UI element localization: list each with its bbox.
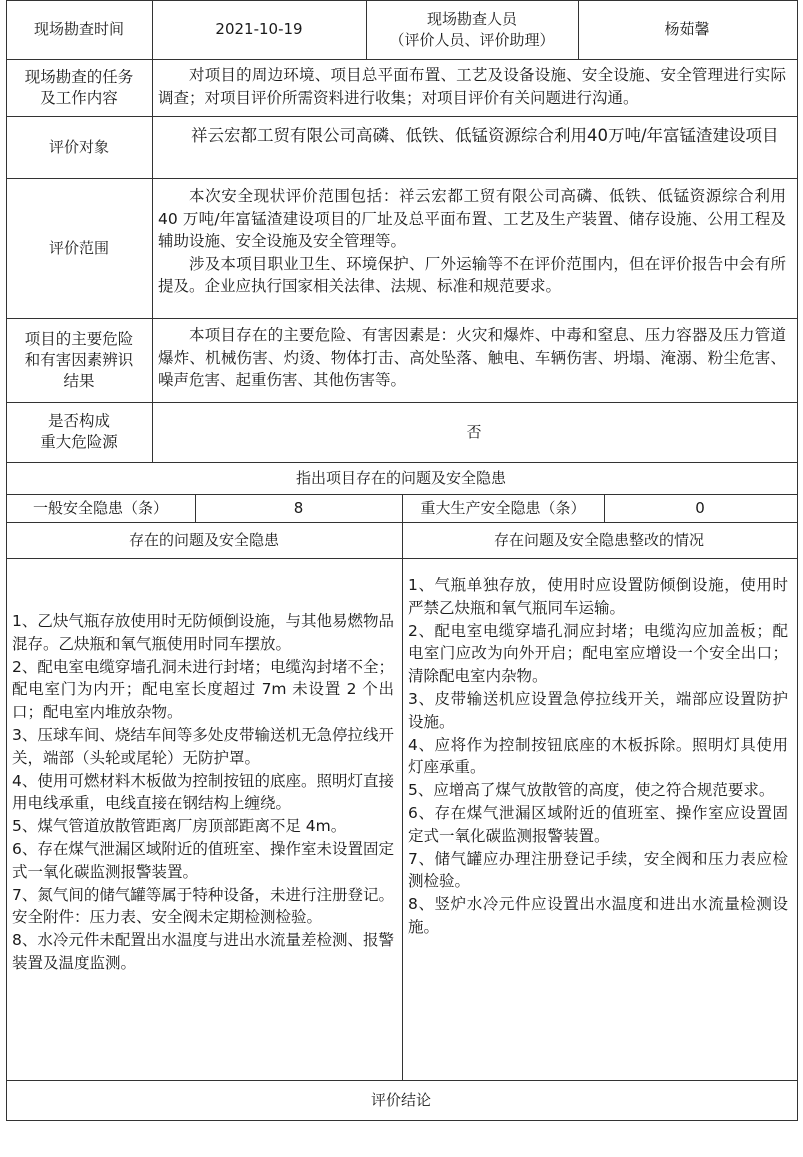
problem-item: 6、存在煤气泄漏区域附近的值班室、操作室未设置固定式一氧化碳监测报警装置。 <box>12 839 394 881</box>
evaluation-scope-label: 评价范围 <box>48 238 109 257</box>
hazards-content: 本项目存在的主要危险、有害因素是：火灾和爆炸、中毒和窒息、压力容器及压力管道爆炸、机械伤害、灼烫、物体打击、高处坠落、触电、车辆伤害、坍塌、淹溺、粉尘危害、噪声危害、起重伤害、其他伤害等。 <box>158 326 786 389</box>
hazards-label-line2: 和有害因素辨识 <box>24 350 134 369</box>
hazards-label <box>6 318 152 402</box>
survey-staff-label-line2: （评价人员、评价助理） <box>389 30 555 49</box>
problem-item: 5、煤气管道放散管距离厂房顶部距离不足 4m。 <box>12 817 347 836</box>
problems-column-header: 存在的问题及安全隐患 <box>128 530 279 549</box>
major-hazard-count-value: 0 <box>695 498 705 517</box>
problem-item: 4、使用可燃材料木板做为控制按钮的底座。照明灯直接用电线承重，电线直接在钢结构上缠绕。 <box>12 771 394 813</box>
evaluation-conclusion-label: 评价结论 <box>370 1090 431 1109</box>
rectification-item: 1、气瓶单独存放，使用时应设置防倾倒设施，使用时严禁乙炔瓶和氧气瓶同车运输。 <box>408 576 788 617</box>
scope-paragraph-2: 涉及本项目职业卫生、环境保护、厂外运输等不在评价范围内，但在评价报告中会有所提及。企业应执行国家相关法律、法规、标准和规范要求。 <box>158 254 786 295</box>
survey-staff-label-line1: 现场勘查人员 <box>426 9 517 28</box>
rectification-item: 6、存在煤气泄漏区域附近的值班室、操作室应设置固定式一氧化碳监测报警装置。 <box>408 803 788 845</box>
major-hazard-value: 否 <box>466 422 482 441</box>
major-hazard-count-label: 重大生产安全隐患（条） <box>420 498 586 517</box>
issues-title: 指出项目存在的问题及安全隐患 <box>295 468 506 487</box>
scope-paragraph-1: 本次安全现状评价范围包括：祥云宏都工贸有限公司高磷、低铁、低锰资源综合利用 40 万吨/年富锰渣建设项目的厂址及总平面布置、工艺及生产装置、储存设施、公用工程及辅助设施、安全设施及安全管理等。 <box>158 187 786 250</box>
rectification-item: 5、应增高了煤气放散管的高度，使之符合规范要求。 <box>408 781 775 800</box>
task-label-line1: 现场勘查的任务 <box>24 67 134 86</box>
rectification-list <box>408 574 788 939</box>
survey-time-value: 2021-10-19 <box>215 20 303 38</box>
major-hazard-label-line1: 是否构成 <box>47 412 110 430</box>
problems-list <box>12 610 394 975</box>
rectification-item: 4、应将作为控制按钮底座的木板拆除。照明灯具使用灯座承重。 <box>408 735 788 777</box>
rectification-item: 8、竖炉水冷元件应设置出水温度和进出水流量检测设施。 <box>408 895 788 936</box>
task-label <box>6 59 152 116</box>
general-hazard-count-label: 一般安全隐患（条） <box>32 498 168 517</box>
problem-item: 2、配电室电缆穿墙孔洞未进行封堵；电缆沟封堵不全；配电室门为内开；配电室长度超过 7m 未设置 2 个出口；配电室内堆放杂物。 <box>12 657 394 722</box>
evaluation-object-label: 评价对象 <box>48 137 109 156</box>
survey-staff-value: 杨茹馨 <box>664 20 710 38</box>
major-hazard-label <box>6 402 152 462</box>
rectification-item: 7、储气罐应办理注册登记手续，安全阀和压力表应检测检验。 <box>408 849 788 891</box>
survey-time-label: 现场勘查时间 <box>33 20 124 38</box>
general-hazard-count-value: 8 <box>293 498 304 517</box>
survey-staff-label <box>366 0 578 59</box>
rectification-item: 3、皮带输送机应设置急停拉线开关，端部应设置防护设施。 <box>408 689 788 731</box>
rectification-column-header: 存在问题及安全隐患整改的情况 <box>493 530 704 549</box>
task-content: 对项目的周边环境、项目总平面布置、工艺及设备设施、安全设施、安全管理进行实际调查；对项目评价所需资料进行收集；对项目评价有关问题进行沟通。 <box>158 66 786 107</box>
task-label-line2: 及工作内容 <box>40 88 118 107</box>
problem-item: 7、氮气间的储气罐等属于特种设备，未进行注册登记。安全附件：压力表、安全阀未定期检测检验。 <box>12 885 394 927</box>
major-hazard-label-line2: 重大危险源 <box>40 433 118 451</box>
evaluation-object-content: 祥云宏都工贸有限公司高磷、低铁、低锰资源综合利用40万吨/年富锰渣建设项目 <box>191 126 779 145</box>
hazards-label-line1: 项目的主要危险 <box>24 329 134 348</box>
problem-item: 1、乙炔气瓶存放使用时无防倾倒设施，与其他易燃物品混存。乙炔瓶和氧气瓶使用时同车摆放。 <box>12 612 394 653</box>
hazards-label-line3: 结果 <box>63 371 95 390</box>
rectification-item: 2、配电室电缆穿墙孔洞应封堵；电缆沟应加盖板；配电室门应改为向外开启；配电室应增设一个安全出口；清除配电室内杂物。 <box>408 621 788 686</box>
evaluation-scope-content <box>158 185 786 298</box>
problem-item: 3、压球车间、烧结车间等多处皮带输送机无急停拉线开关，端部（头轮或尾轮）无防护罩。 <box>12 725 394 767</box>
problem-item: 8、水冷元件未配置出水温度与进出水流量差检测、报警装置及温度监测。 <box>12 931 394 972</box>
